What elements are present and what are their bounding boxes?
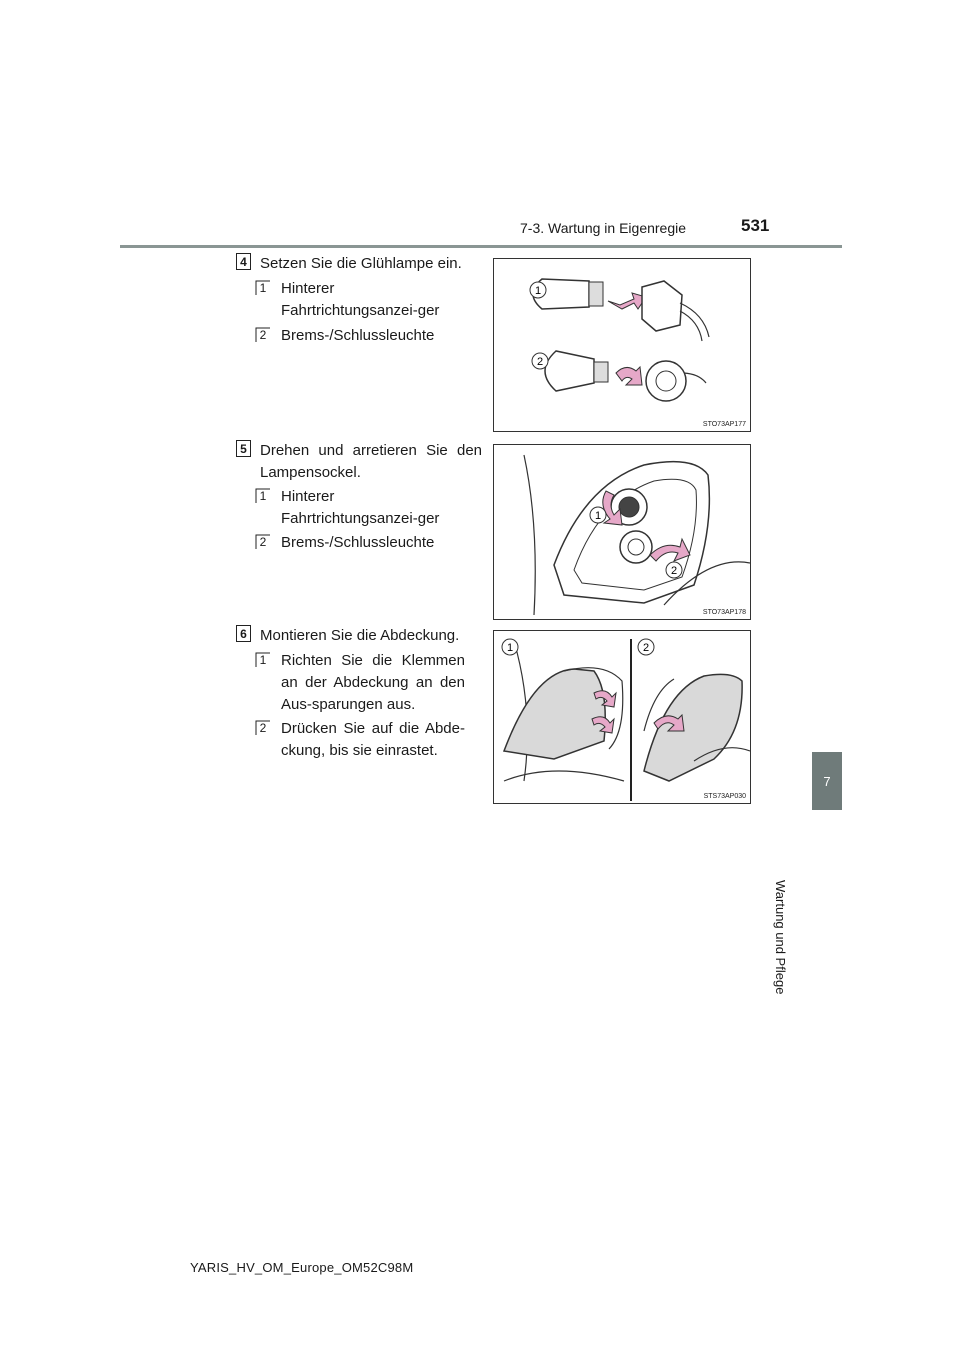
callout-label: 1 [506,642,514,654]
header-rule [120,245,842,248]
section-title: 7-3. Wartung in Eigenregie [520,220,687,236]
step-badge: 4 [236,253,251,270]
chapter-tab [812,752,842,810]
cover-mount-illustration [494,631,750,803]
item-number-badge: 2 [255,720,271,736]
callout-label: 1 [534,285,542,297]
item-text: Brems-/Schlussleuchte [281,327,435,344]
item-text: Drücken Sie auf die Abde-ckung, bis sie einrastet. [281,720,465,759]
item-text: Richten Sie die Klemmen an der Abdeckung an den Aus-sparungen aus. [281,652,465,713]
callout-label: 2 [670,565,678,577]
figure-code: STS73AP030 [703,793,746,800]
figure-code: STO73AP178 [702,609,746,616]
item-number-badge: 1 [255,280,271,296]
callout-label: 1 [594,510,602,522]
page-number: 531 [741,216,770,235]
lamp-socket-illustration [494,445,750,619]
item-number-badge: 1 [255,488,271,504]
chapter-label: Wartung und Pflege [773,880,788,995]
step-badge: 6 [236,625,251,642]
figure-cover-mount [493,630,751,804]
figure-lamp-socket [493,444,751,620]
step-text: Montieren Sie die Abdeckung. [260,627,460,644]
document-id: YARIS_HV_OM_Europe_OM52C98M [190,1260,414,1275]
step-text: Drehen und arretieren Sie den Lampensockel. [260,442,482,481]
bulb-insert-illustration [494,259,750,431]
callout-label: 2 [642,642,650,654]
figure-code: STO73AP177 [702,421,746,428]
item-number-badge: 1 [255,652,271,668]
callout-label: 2 [536,356,544,368]
step-text: Setzen Sie die Glühlampe ein. [260,255,462,272]
item-text: Hinterer Fahrtrichtungsanzei-ger [281,488,440,527]
figure-bulb-insert [493,258,751,432]
chapter-number: 7 [823,773,831,789]
step-badge: 5 [236,440,251,457]
item-number-badge: 2 [255,534,271,550]
item-text: Brems-/Schlussleuchte [281,534,435,551]
item-number-badge: 2 [255,327,271,343]
item-text: Hinterer Fahrtrichtungsanzei-ger [281,280,440,319]
